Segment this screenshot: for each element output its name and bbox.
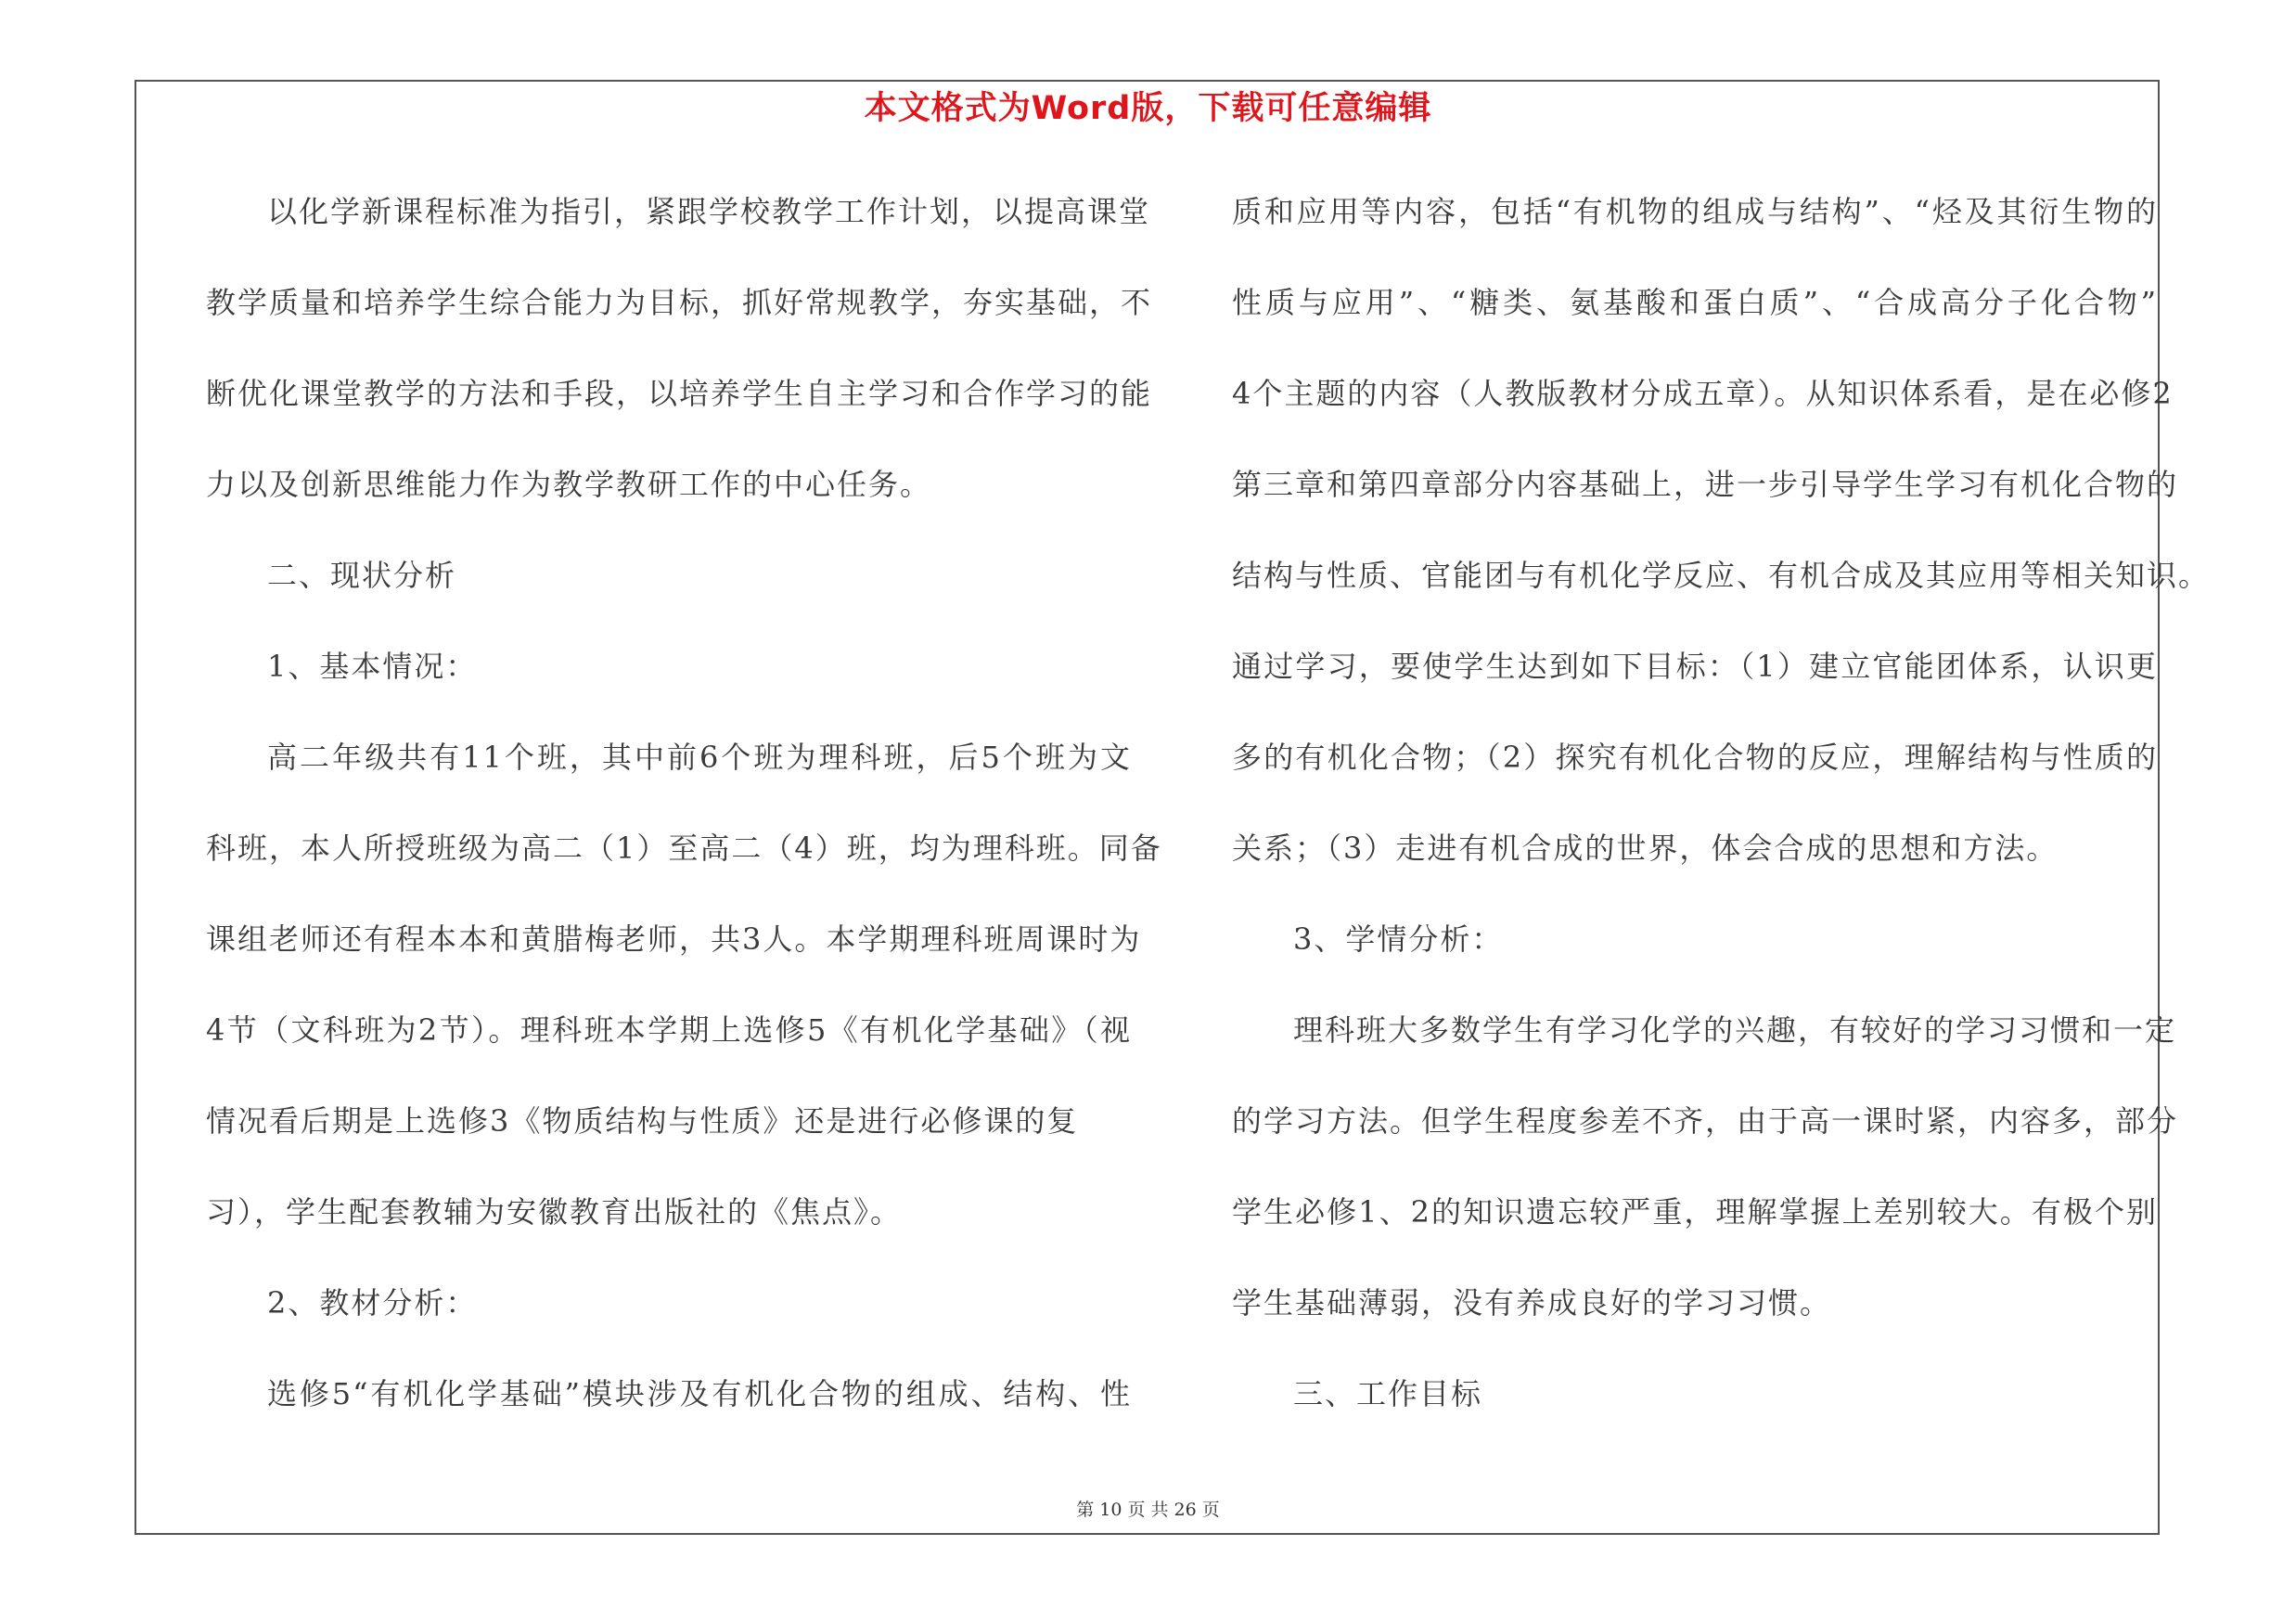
text-line: 3、学情分析： [1293, 921, 1504, 957]
left-text-column [206, 186, 1162, 1459]
text-line: 结构与性质、官能团与有机化学反应、有机合成及其应用等相关知识。 [1232, 558, 2211, 593]
text-line: 性质与应用”、“糖类、氨基酸和蛋白质”、“合成高分子化合物” [1232, 285, 2158, 320]
text-line: 三、工作目标 [1293, 1376, 1483, 1411]
text-line: 的学习方法。但学生程度参差不齐，由于高一课时紧，内容多，部分 [1232, 1103, 2179, 1139]
text-line: 习），学生配套教辅为安徽教育出版社的《焦点》。 [206, 1194, 903, 1230]
text-line: 断优化课堂教学的方法和手段，以培养学生自主学习和合作学习的能 [206, 376, 1153, 411]
text-line: 科班，本人所授班级为高二（1）至高二（4）班，均为理科班。同备 [206, 831, 1162, 866]
text-line: 以化学新课程标准为指引，紧跟学校教学工作计划，以提高课堂 [267, 194, 1151, 229]
word-format-banner: 本文格式为Word版，下载可任意编辑 [864, 90, 1432, 127]
right-text-column [1232, 186, 2211, 1459]
text-line: 1、基本情况： [267, 649, 478, 684]
text-line: 情况看后期是上选修3《物质结构与性质》还是进行必修课的复 [206, 1103, 1079, 1139]
text-line: 课组老师还有程本本和黄腊梅老师，共3人。本学期理科班周课时为 [206, 921, 1142, 957]
text-line: 教学质量和培养学生综合能力为目标，抓好常规教学，夯实基础，不 [206, 285, 1153, 320]
text-line: 二、现状分析 [267, 558, 457, 593]
text-line: 高二年级共有11个班，其中前6个班为理科班，后5个班为文 [267, 740, 1132, 775]
page-number-footer: 第 10 页 共 26 页 [1076, 1500, 1220, 1520]
text-line: 4个主题的内容（人教版教材分成五章）。从知识体系看，是在必修2 [1232, 376, 2174, 411]
text-line: 关系；（3）走进有机合成的世界，体会合成的思想和方法。 [1232, 831, 2059, 866]
text-line: 质和应用等内容，包括“有机物的组成与结构”、“烃及其衍生物的 [1232, 194, 2158, 229]
text-line: 力以及创新思维能力作为教学教研工作的中心任务。 [206, 467, 932, 502]
text-line: 4节（文科班为2节）。理科班本学期上选修5《有机化学基础》（视 [206, 1012, 1132, 1048]
text-line: 第三章和第四章部分内容基础上，进一步引导学生学习有机化合物的 [1232, 467, 2179, 502]
text-line: 通过学习，要使学生达到如下目标：（1）建立官能团体系，认识更 [1232, 649, 2158, 684]
text-line: 学生基础薄弱，没有养成良好的学习习惯。 [1232, 1285, 1832, 1320]
text-line: 学生必修1、2的知识遗忘较严重，理解掌握上差别较大。有极个别 [1232, 1194, 2158, 1230]
text-line: 多的有机化合物；（2）探究有机化合物的反应，理解结构与性质的 [1232, 740, 2158, 775]
text-line: 选修5“有机化学基础”模块涉及有机化合物的组成、结构、性 [267, 1376, 1132, 1411]
text-line: 2、教材分析： [267, 1285, 478, 1320]
text-line: 理科班大多数学生有学习化学的兴趣，有较好的学习习惯和一定 [1293, 1012, 2177, 1048]
